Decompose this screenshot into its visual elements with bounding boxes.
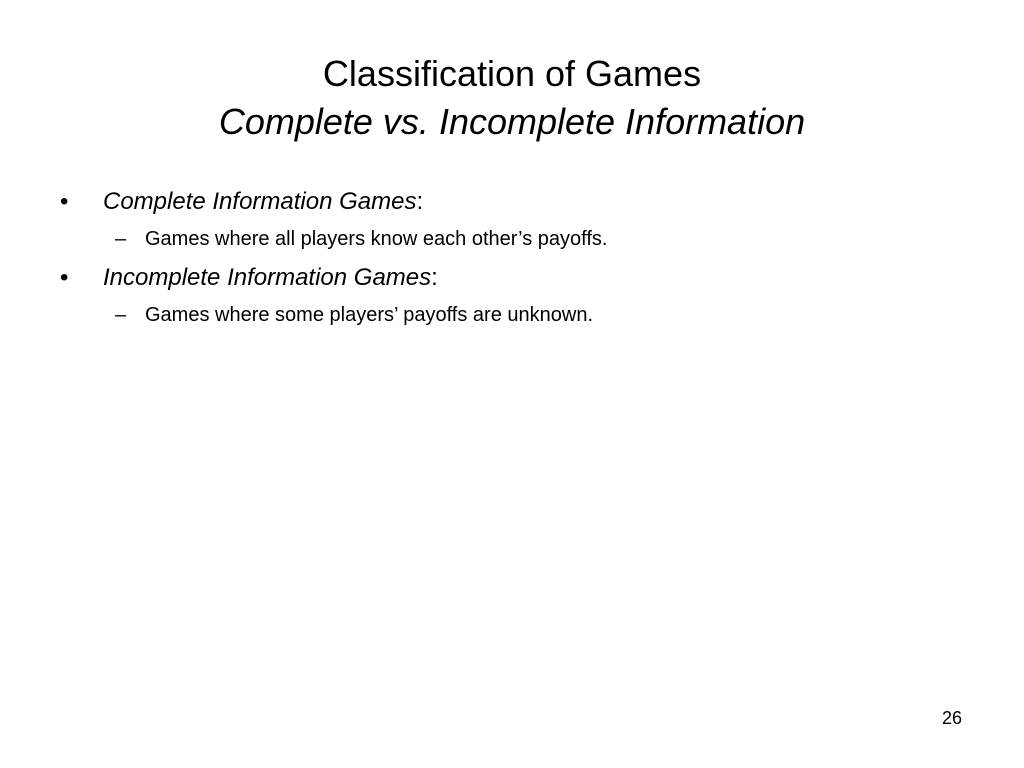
bullet-marker: • [60,188,69,215]
title-subtitle: Complete vs. Incomplete Information [218,101,806,142]
bullet-colon: : [416,188,424,215]
bullet-list [60,183,960,335]
slide-title [0,50,1024,146]
bullet-marker: • [60,264,69,291]
bullet-item-incomplete [60,259,960,297]
bullet-term: Incomplete Information Games [103,264,432,291]
sub-bullet-text: Games where all players know each other’s payoffs. [145,228,608,250]
sub-bullet-incomplete [60,295,960,335]
bullet-colon: : [431,264,438,291]
title-main: Classification of Games [322,53,702,94]
bullet-item-complete [60,183,960,221]
bullet-term: Complete Information Games [103,188,417,215]
sub-bullet-complete [60,219,960,259]
dash-marker: – [115,304,127,326]
dash-marker: – [115,228,127,250]
sub-bullet-text: Games where some players’ payoffs are unknown. [145,304,593,326]
page-number: 26 [941,708,962,728]
